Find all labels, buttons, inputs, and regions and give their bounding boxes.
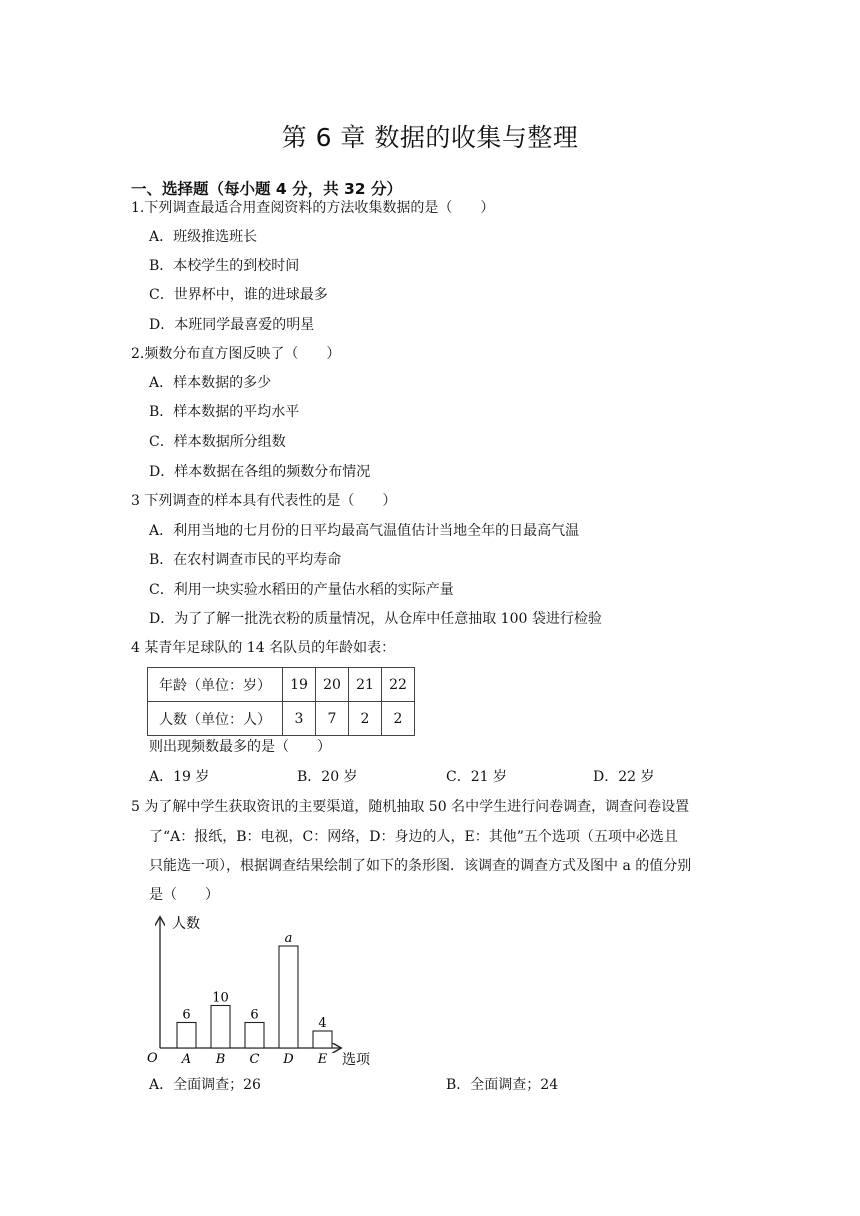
table-cell: 19 <box>283 668 316 702</box>
table-cell: 7 <box>316 702 349 736</box>
q1-option-d: D．本班同学最喜爱的明星 <box>149 317 315 333</box>
category-label-B: B <box>215 1052 226 1067</box>
q3-option-c: C．利用一块实验水稻田的产量估水稻的实际产量 <box>149 582 454 598</box>
q4-option-b: B．20 岁 <box>297 769 358 785</box>
table-cell: 22 <box>382 668 415 702</box>
q1-stem: 1.下列调查最适合用查阅资料的方法收集数据的是（ ） <box>131 200 495 216</box>
q3-option-d: D．为了了解一批洗衣粉的质量情况，从仓库中任意抽取 100 袋进行检验 <box>149 611 602 627</box>
category-label-D: D <box>283 1052 294 1067</box>
q3-option-b: B．在农村调查市民的平均寿命 <box>149 552 342 568</box>
q5-option-a: A．全面调查；26 <box>149 1077 261 1093</box>
q5-line-4: 是（ ） <box>149 887 219 903</box>
q1-option-b: B．本校学生的到校时间 <box>149 258 300 274</box>
origin-label: O <box>147 1051 158 1066</box>
data-label-A: 6 <box>182 1007 191 1023</box>
q3-stem: 3 下列调查的样本具有代表性的是（ ） <box>131 493 397 509</box>
bars-group <box>177 931 332 1067</box>
q4-stem: 4 某青年足球队的 14 名队员的年龄如表： <box>131 640 396 656</box>
bar-A <box>177 1023 196 1049</box>
data-label-E: 4 <box>318 1016 327 1031</box>
q1-option-c: C．世界杯中，谁的进球最多 <box>149 287 328 303</box>
q2-option-d: D．样本数据在各组的频数分布情况 <box>149 464 371 480</box>
table-row <box>148 702 415 736</box>
q2-option-b: B．样本数据的平均水平 <box>149 404 300 420</box>
data-label-D: a <box>284 931 293 946</box>
table-cell: 20 <box>316 668 349 702</box>
table-cell: 年龄（单位：岁） <box>148 668 283 702</box>
x-axis-label: 选项 <box>342 1052 370 1068</box>
table-row <box>148 668 415 702</box>
table-cell: 21 <box>349 668 382 702</box>
data-label-B: 10 <box>212 990 229 1006</box>
q4-follow: 则出现频数最多的是（ ） <box>149 739 331 755</box>
y-axis-label: 人数 <box>172 916 200 932</box>
bar-C <box>245 1023 264 1049</box>
q5-line-3: 只能选一项），根据调查结果绘制了如下的条形图．该调查的调查方式及图中 a 的值分别 <box>149 858 692 874</box>
q5-option-b: B．全面调查；24 <box>446 1077 559 1093</box>
data-label-C: 6 <box>250 1007 259 1023</box>
age-table <box>147 667 415 736</box>
category-label-A: A <box>181 1052 192 1067</box>
table-cell: 2 <box>382 702 415 736</box>
bar-B <box>211 1006 230 1049</box>
bar-E <box>313 1031 332 1048</box>
q4-option-d: D．22 岁 <box>593 769 655 785</box>
chapter-title: 第 6 章 数据的收集与整理 <box>281 123 579 152</box>
q4-option-c: C．21 岁 <box>446 769 507 785</box>
table-cell: 3 <box>283 702 316 736</box>
bar-chart <box>140 908 390 1068</box>
bar-D <box>279 946 298 1048</box>
category-label-E: E <box>317 1052 328 1067</box>
q4-option-a: A．19 岁 <box>149 769 210 785</box>
q2-option-a: A．样本数据的多少 <box>149 375 272 391</box>
q2-option-c: C．样本数据所分组数 <box>149 434 286 450</box>
table-cell: 人数（单位：人） <box>148 702 283 736</box>
table-cell: 2 <box>349 702 382 736</box>
q5-line-1: 5 为了解中学生获取资讯的主要渠道，随机抽取 50 名中学生进行问卷调查，调查问卷设置 <box>131 799 690 815</box>
q2-stem: 2.频数分布直方图反映了（ ） <box>131 346 341 362</box>
section-heading: 一、选择题（每小题 4 分，共 32 分） <box>131 180 402 198</box>
category-label-C: C <box>249 1052 260 1067</box>
q1-option-a: A．班级推选班长 <box>149 229 258 245</box>
q3-option-a: A．利用当地的七月份的日平均最高气温值估计当地全年的日最高气温 <box>149 523 580 539</box>
q5-line-2: 了“A：报纸，B：电视，C：网络，D：身边的人，E：其他”五个选项（五项中必选且 <box>149 829 678 845</box>
